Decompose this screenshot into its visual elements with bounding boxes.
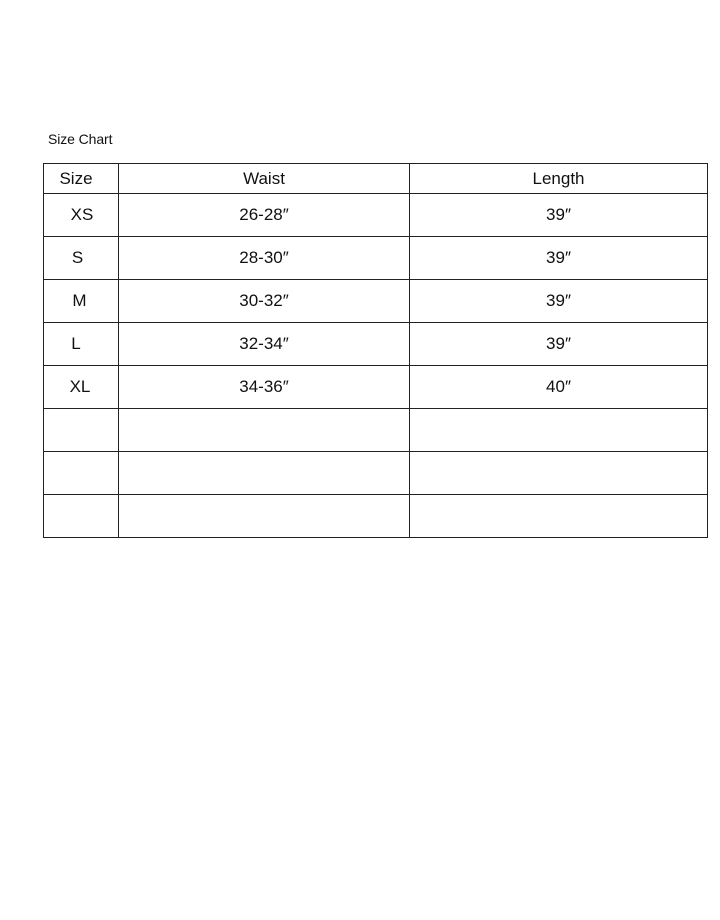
table-row: [44, 194, 708, 237]
length-cell: 40″: [410, 366, 708, 409]
waist-cell: 26-28″: [119, 194, 410, 237]
waist-cell: [119, 409, 410, 452]
column-header-waist: Waist: [119, 164, 410, 194]
table-row: [44, 409, 708, 452]
size-cell: M: [44, 280, 119, 323]
size-cell: XS: [44, 194, 119, 237]
size-cell: S: [44, 237, 119, 280]
column-header-length: Length: [410, 164, 708, 194]
waist-cell: 30-32″: [119, 280, 410, 323]
size-chart-table: [43, 163, 708, 538]
length-cell: 39″: [410, 194, 708, 237]
length-cell: 39″: [410, 237, 708, 280]
table-row: [44, 280, 708, 323]
waist-cell: 28-30″: [119, 237, 410, 280]
size-cell: [44, 409, 119, 452]
page-title: Size Chart: [48, 131, 113, 147]
length-cell: [410, 495, 708, 538]
length-cell: 39″: [410, 280, 708, 323]
waist-cell: 34-36″: [119, 366, 410, 409]
length-cell: 39″: [410, 323, 708, 366]
table-row: [44, 323, 708, 366]
size-cell: [44, 495, 119, 538]
waist-cell: 32-34″: [119, 323, 410, 366]
waist-cell: [119, 495, 410, 538]
length-cell: [410, 452, 708, 495]
column-header-size: Size: [44, 164, 119, 194]
size-cell: XL: [44, 366, 119, 409]
table-row: [44, 366, 708, 409]
size-cell: [44, 452, 119, 495]
table-row: [44, 452, 708, 495]
waist-cell: [119, 452, 410, 495]
table-row: [44, 495, 708, 538]
table-header-row: [44, 164, 708, 194]
size-cell: L: [44, 323, 119, 366]
table-row: [44, 237, 708, 280]
length-cell: [410, 409, 708, 452]
